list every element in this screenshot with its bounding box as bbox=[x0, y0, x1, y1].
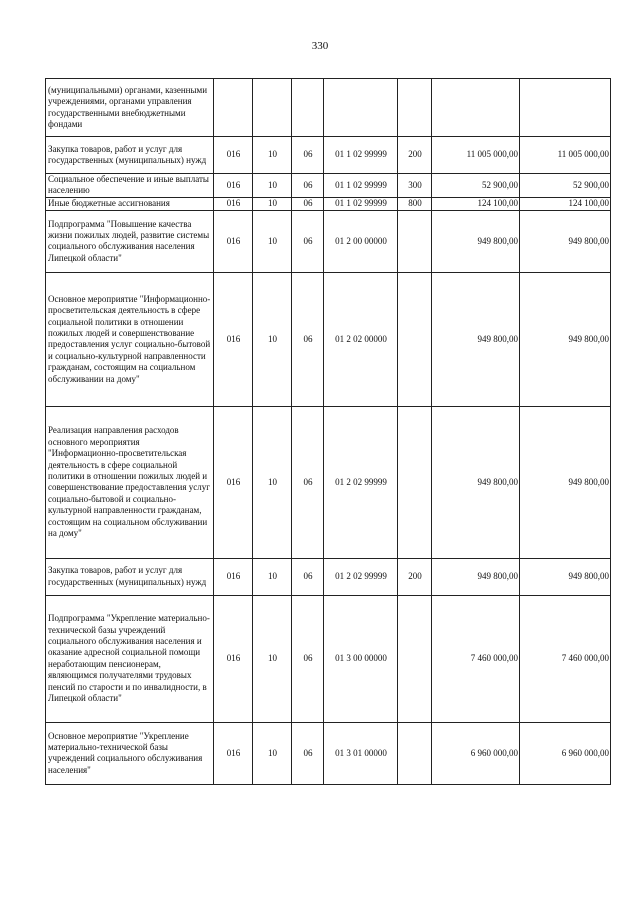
table-row bbox=[46, 79, 611, 137]
target-article-cell: 01 1 02 99999 bbox=[324, 197, 398, 210]
budget-table bbox=[45, 78, 611, 785]
row-name-cell: Подпрограмма "Укрепление материально-технической базы учреждений социального обслуживания населения и оказание адресной социальной помощи неработающим пенсионерам, являющимся получателями трудовых пенсий по старости и по инвалидности, в Липецкой области" bbox=[46, 595, 214, 722]
subsection-code-cell: 06 bbox=[292, 272, 324, 406]
amount-cell: 949 800,00 bbox=[432, 210, 520, 272]
amount-cell: 124 100,00 bbox=[520, 197, 611, 210]
ministry-code-cell bbox=[214, 79, 253, 137]
subsection-code-cell: 06 bbox=[292, 137, 324, 174]
target-article-cell: 01 1 02 99999 bbox=[324, 174, 398, 198]
table-row bbox=[46, 722, 611, 784]
table-row bbox=[46, 174, 611, 198]
expense-type-cell: 300 bbox=[398, 174, 432, 198]
subsection-code-cell: 06 bbox=[292, 197, 324, 210]
amount-cell: 6 960 000,00 bbox=[520, 722, 611, 784]
subsection-code-cell: 06 bbox=[292, 722, 324, 784]
target-article-cell: 01 3 00 00000 bbox=[324, 595, 398, 722]
table-row bbox=[46, 210, 611, 272]
page-number: 330 bbox=[311, 40, 329, 52]
amount-cell: 6 960 000,00 bbox=[432, 722, 520, 784]
target-article-cell: 01 2 02 00000 bbox=[324, 272, 398, 406]
subsection-code-cell: 06 bbox=[292, 406, 324, 558]
ministry-code-cell: 016 bbox=[214, 272, 253, 406]
amount-cell: 949 800,00 bbox=[520, 406, 611, 558]
ministry-code-cell: 016 bbox=[214, 210, 253, 272]
subsection-code-cell: 06 bbox=[292, 174, 324, 198]
amount-cell: 949 800,00 bbox=[520, 558, 611, 595]
ministry-code-cell: 016 bbox=[214, 722, 253, 784]
section-code-cell bbox=[253, 79, 292, 137]
amount-cell: 52 900,00 bbox=[432, 174, 520, 198]
section-code-cell: 10 bbox=[253, 137, 292, 174]
section-code-cell: 10 bbox=[253, 174, 292, 198]
row-name-cell: Иные бюджетные ассигнования bbox=[46, 197, 214, 210]
amount-cell: 949 800,00 bbox=[520, 272, 611, 406]
amount-cell bbox=[520, 79, 611, 137]
ministry-code-cell: 016 bbox=[214, 558, 253, 595]
expense-type-cell bbox=[398, 272, 432, 406]
ministry-code-cell: 016 bbox=[214, 197, 253, 210]
row-name-cell: (муниципальными) органами, казенными учреждениями, органами управления государственными внебюджетными фондами bbox=[46, 79, 214, 137]
amount-cell: 7 460 000,00 bbox=[432, 595, 520, 722]
expense-type-cell bbox=[398, 595, 432, 722]
subsection-code-cell: 06 bbox=[292, 595, 324, 722]
ministry-code-cell: 016 bbox=[214, 174, 253, 198]
amount-cell: 7 460 000,00 bbox=[520, 595, 611, 722]
expense-type-cell: 800 bbox=[398, 197, 432, 210]
section-code-cell: 10 bbox=[253, 595, 292, 722]
section-code-cell: 10 bbox=[253, 272, 292, 406]
section-code-cell: 10 bbox=[253, 558, 292, 595]
amount-cell: 124 100,00 bbox=[432, 197, 520, 210]
row-name-cell: Закупка товаров, работ и услуг для государственных (муниципальных) нужд bbox=[46, 137, 214, 174]
row-name-cell: Закупка товаров, работ и услуг для государственных (муниципальных) нужд bbox=[46, 558, 214, 595]
row-name-cell: Основное мероприятие "Информационно-просветительская деятельность в сфере социальной политики в отношении пожилых людей и совершенствование предоставления услуг социально-бытовой и социально-культурной направленности гражданам, состоящим на социальном обслуживании на дому" bbox=[46, 272, 214, 406]
expense-type-cell bbox=[398, 406, 432, 558]
table-row bbox=[46, 197, 611, 210]
target-article-cell: 01 1 02 99999 bbox=[324, 137, 398, 174]
table-row bbox=[46, 595, 611, 722]
amount-cell: 11 005 000,00 bbox=[520, 137, 611, 174]
row-name-cell: Социальное обеспечение и иные выплаты населению bbox=[46, 174, 214, 198]
amount-cell: 949 800,00 bbox=[432, 406, 520, 558]
amount-cell: 949 800,00 bbox=[432, 558, 520, 595]
row-name-cell: Основное мероприятие "Укрепление материально-технической базы учреждений социального обслуживания населения" bbox=[46, 722, 214, 784]
target-article-cell: 01 2 02 99999 bbox=[324, 406, 398, 558]
amount-cell: 949 800,00 bbox=[432, 272, 520, 406]
section-code-cell: 10 bbox=[253, 197, 292, 210]
ministry-code-cell: 016 bbox=[214, 595, 253, 722]
expense-type-cell: 200 bbox=[398, 137, 432, 174]
expense-type-cell bbox=[398, 79, 432, 137]
table-row bbox=[46, 272, 611, 406]
subsection-code-cell: 06 bbox=[292, 210, 324, 272]
table-row bbox=[46, 406, 611, 558]
table-row bbox=[46, 558, 611, 595]
target-article-cell: 01 2 00 00000 bbox=[324, 210, 398, 272]
section-code-cell: 10 bbox=[253, 722, 292, 784]
ministry-code-cell: 016 bbox=[214, 406, 253, 558]
expense-type-cell: 200 bbox=[398, 558, 432, 595]
section-code-cell: 10 bbox=[253, 406, 292, 558]
amount-cell: 949 800,00 bbox=[520, 210, 611, 272]
ministry-code-cell: 016 bbox=[214, 137, 253, 174]
target-article-cell: 01 3 01 00000 bbox=[324, 722, 398, 784]
section-code-cell: 10 bbox=[253, 210, 292, 272]
target-article-cell: 01 2 02 99999 bbox=[324, 558, 398, 595]
expense-type-cell bbox=[398, 210, 432, 272]
subsection-code-cell bbox=[292, 79, 324, 137]
row-name-cell: Подпрограмма "Повышение качества жизни пожилых людей, развитие системы социального обслуживания населения Липецкой области" bbox=[46, 210, 214, 272]
expense-type-cell bbox=[398, 722, 432, 784]
table-row bbox=[46, 137, 611, 174]
amount-cell: 11 005 000,00 bbox=[432, 137, 520, 174]
target-article-cell bbox=[324, 79, 398, 137]
subsection-code-cell: 06 bbox=[292, 558, 324, 595]
amount-cell: 52 900,00 bbox=[520, 174, 611, 198]
row-name-cell: Реализация направления расходов основного мероприятия "Информационно-просветительская деятельность в сфере социальной политики в отношении пожилых людей и совершенствование предоставления услуг социально-бытовой и социально-культурной направленности гражданам, состоящим на социальном обслуживании на дому" bbox=[46, 406, 214, 558]
amount-cell bbox=[432, 79, 520, 137]
